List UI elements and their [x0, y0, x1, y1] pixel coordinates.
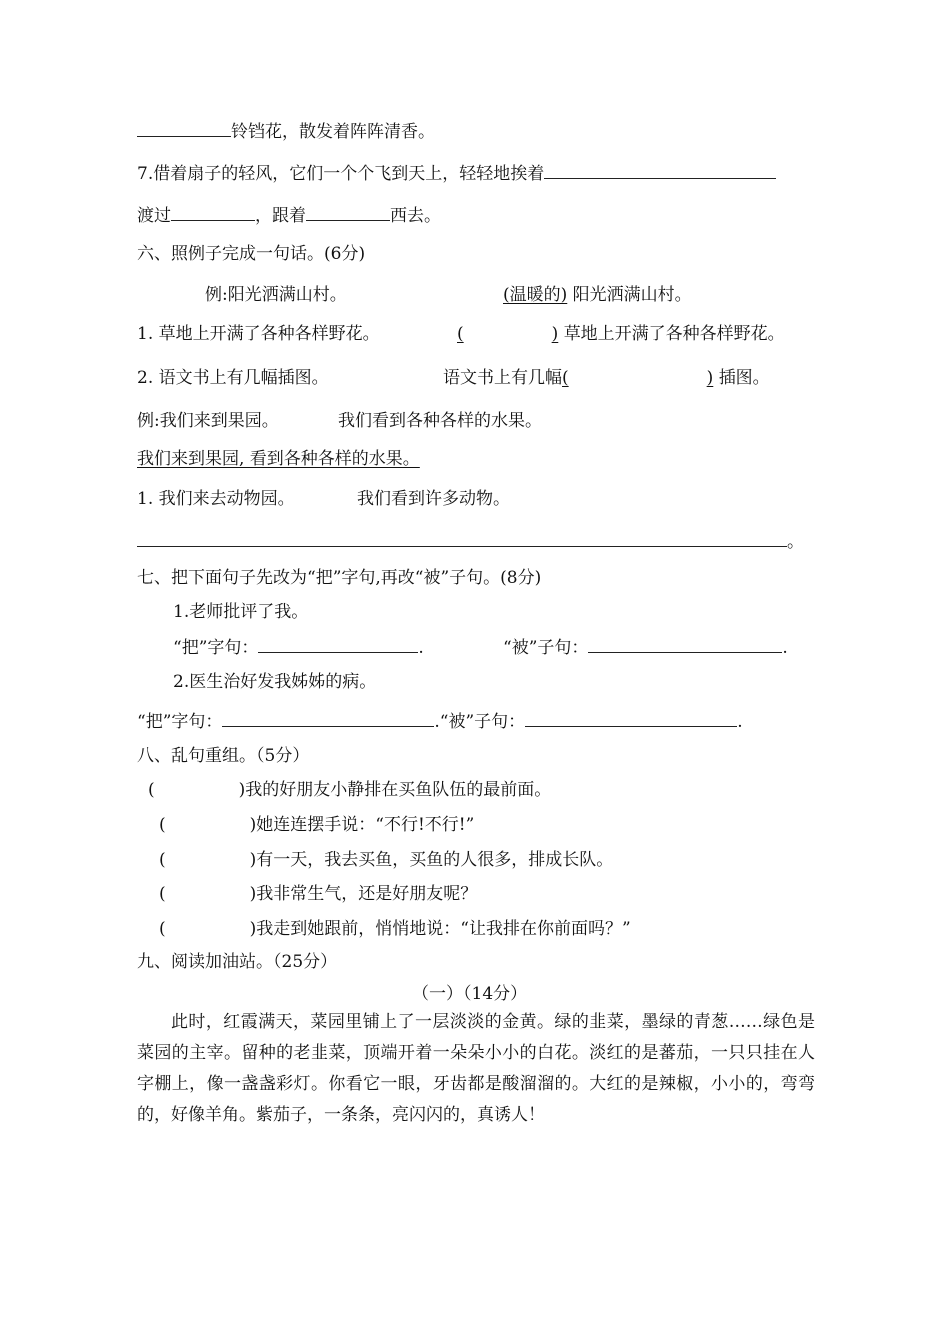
item-3-right: 我们看到许多动物。 — [357, 489, 510, 509]
answer-blank[interactable] — [258, 634, 418, 653]
item-1-left: 1. 草地上开满了各种各样野花。 — [137, 324, 380, 344]
section-8-title: 八、乱句重组。（5分） — [137, 746, 310, 766]
reorder-item: ( )我非常生气，还是好朋友呢？ — [159, 884, 478, 904]
reading-subtitle: （一）（14分） — [412, 984, 528, 1004]
reorder-item: ( )有一天，我去买鱼，买鱼的人很多，排成长队。 — [159, 850, 614, 870]
question-7: 7.借着扇子的轻风，它们一个个飞到天上，轻轻地挨着 — [137, 160, 776, 186]
s7-row-1-ba: “把”字句： . — [173, 634, 424, 660]
s7-row-1-bei: “被”子句： . — [503, 634, 788, 660]
item-2-left: 2. 语文书上有几幅插图。 — [137, 368, 329, 388]
answer-blank[interactable] — [525, 708, 737, 727]
example-1-right: (温暖的) 阳光洒满山村。 — [503, 285, 692, 305]
answer-blank[interactable] — [588, 634, 782, 653]
answer-blank[interactable] — [137, 118, 231, 137]
example-2-answer: 我们来到果园, 看到各种各样的水果。 — [137, 449, 420, 469]
answer-blank[interactable]: ( ) — [457, 324, 559, 344]
item-2-right: 语文书上有几幅( ) 插图。 — [443, 368, 770, 388]
item-1-right: ( ) 草地上开满了各种各样野花。 — [437, 322, 785, 346]
s7-sentence-2: 2.医生治好发我姊姊的病。 — [173, 672, 377, 692]
section-7-title: 七、把下面句子先改为“把”字句,再改“被”子句。(8分) — [137, 568, 542, 588]
q6-tail-line: 铃铛花，散发着阵阵清香。 — [137, 118, 435, 144]
example-2-left: 例:我们来到果园。 — [137, 411, 279, 431]
question-7-cont: 渡过 ，跟着 西去。 — [137, 202, 441, 228]
reorder-item: ( )她连连摆手说：“不行!不行!” — [159, 815, 475, 835]
answer-blank[interactable] — [137, 528, 787, 547]
answer-blank[interactable] — [171, 202, 255, 221]
item-3-left: 1. 我们来去动物园。 — [137, 489, 295, 509]
reorder-item: ( )我的好朋友小静排在买鱼队伍的最前面。 — [148, 780, 552, 800]
reorder-item: ( )我走到她跟前，悄悄地说：“让我排在你前面吗？” — [159, 919, 631, 939]
example-2-right: 我们看到各种各样的水果。 — [338, 411, 542, 431]
s7-sentence-1: 1.老师批评了我。 — [173, 602, 309, 622]
answer-blank[interactable] — [222, 708, 434, 727]
answer-blank[interactable] — [306, 202, 390, 221]
reading-passage: 此时，红霞满天，菜园里铺上了一层淡淡的金黄。绿的韭菜，墨绿的青葱……绿色是菜园的主宰。留种的老韭菜，顶端开着一朵朵小小的白花。淡红的是蕃茄，一只只挂在人字棚上，像一盏盏彩灯。你看它一眼，牙齿都是酸溜溜的。大红的是辣椒，小小的，弯弯的，好像羊角。紫茄子，一条条，亮闪闪的，真诱人！ — [137, 1012, 815, 1125]
example-1-left: 例:阳光洒满山村。 — [205, 285, 347, 305]
answer-blank[interactable] — [544, 160, 776, 179]
answer-blank[interactable]: ( ) — [562, 368, 714, 388]
section-9-title: 九、阅读加油站。（25分） — [137, 952, 338, 972]
section-6-title: 六、照例子完成一句话。(6分) — [137, 244, 366, 264]
s7-row-2: “把”字句： .“被”子句： . — [137, 708, 743, 734]
item-3-answer-line: 。 — [137, 528, 804, 554]
